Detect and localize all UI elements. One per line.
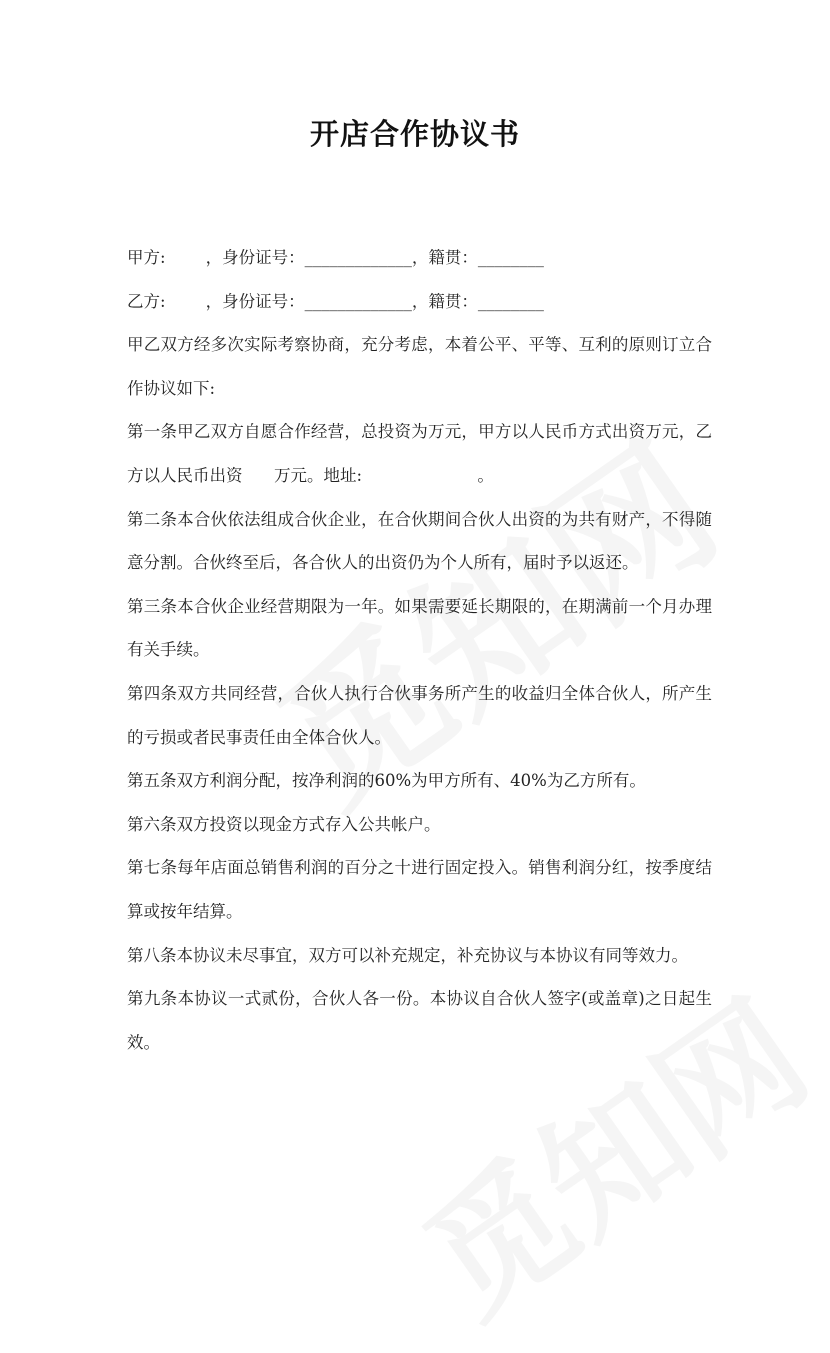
document-body: [127, 236, 712, 1064]
party-a-origin-label: 籍贯：________: [428, 248, 544, 267]
article-line: 第八条本协议未尽事宜，双方可以补充规定，补充协议与本协议有同等效力。: [127, 945, 688, 965]
party-a-id-label: ，身份证号：_____________，: [205, 248, 429, 267]
intro-line: 甲乙双方经多次实际考察协商，充分考虑，本着公平、平等、互利的原则订立合: [127, 335, 712, 355]
article-line: 第五条双方利润分配，按净利润的60%为甲方所有、40%为乙方所有。: [127, 771, 646, 791]
article-line: 的亏损或者民事责任由全体合伙人。: [127, 727, 391, 747]
article-line: 算或按年结算。: [127, 901, 243, 921]
article-line: 第六条双方投资以现金方式存入公共帐户。: [127, 814, 441, 834]
article-line: 第二条本合伙依法组成合伙企业，在合伙期间合伙人出资的为共有财产，不得随: [127, 509, 712, 529]
article-line: 第九条本协议一式贰份，合伙人各一份。本协议自合伙人签字(或盖章)之日起生: [127, 989, 712, 1009]
party-a-label: 甲方:: [127, 248, 166, 267]
article-line: 效。: [127, 1032, 160, 1052]
party-b-id-label: ，身份证号：_____________，: [205, 291, 429, 311]
article-2: [127, 498, 712, 585]
article-line: 第三条本合伙企业经营期限为一年。如果需要延长期限的，在期满前一个月办理: [127, 596, 712, 616]
party-b-origin-label: 籍贯：________: [428, 291, 544, 311]
party-b-line: [127, 280, 712, 324]
article-4: [127, 672, 712, 759]
intro-paragraph: [127, 323, 712, 410]
article-8: [127, 934, 712, 978]
article-line: 第四条双方共同经营，合伙人执行合伙事务所产生的收益归全体合伙人，所产生: [127, 683, 712, 703]
article-line: 第一条甲乙双方自愿合作经营，总投资为万元，甲方以人民币方式出资万元，乙: [127, 422, 712, 442]
article-line: 方以人民币出资 万元。地址: 。: [127, 465, 494, 485]
party-b-label: 乙方:: [127, 291, 166, 311]
party-a-line: [127, 236, 712, 280]
article-line: 有关手续。: [127, 640, 210, 660]
article-line: 第七条每年店面总销售利润的百分之十进行固定投入。销售利润分红，按季度结: [127, 858, 712, 878]
article-line: 意分割。合伙终至后，各合伙人的出资仍为个人所有，届时予以返还。: [127, 553, 639, 573]
article-3: [127, 585, 712, 672]
article-1: [127, 410, 712, 497]
article-9: [127, 977, 712, 1064]
article-7: [127, 846, 712, 933]
article-5: [127, 759, 712, 803]
article-6: [127, 803, 712, 847]
intro-line: 作协议如下:: [127, 378, 216, 398]
document-title: 开店合作协议书: [309, 117, 520, 151]
